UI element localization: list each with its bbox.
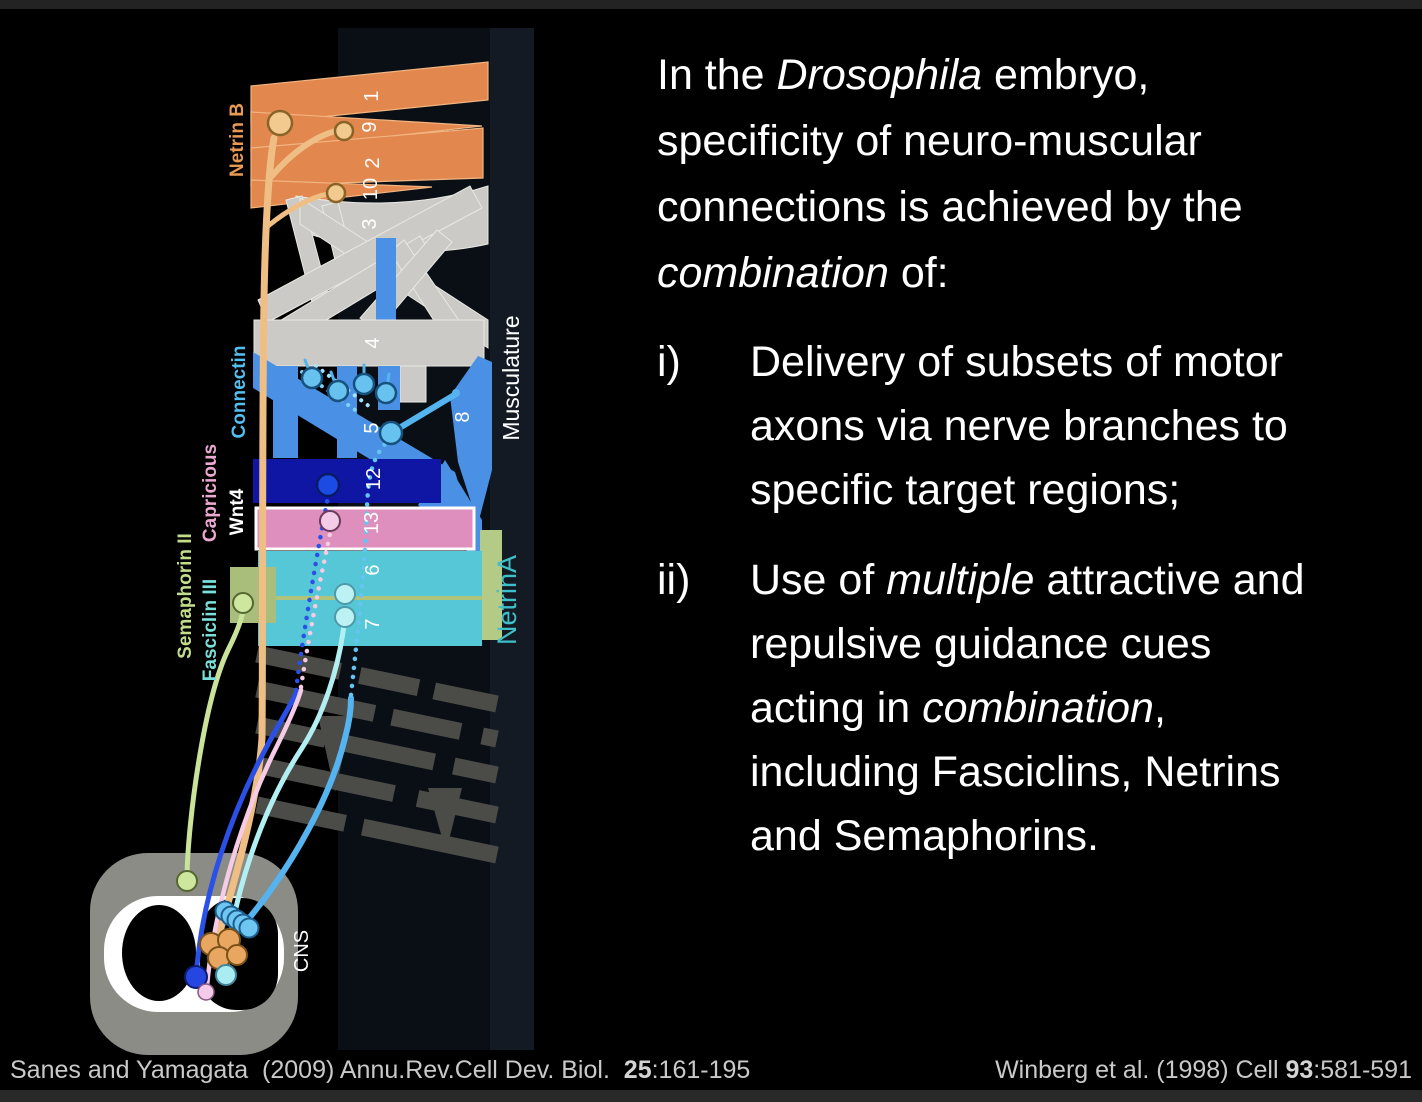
terminal-sky-3: [354, 374, 374, 394]
label-netrin-a: NetrinA: [492, 554, 522, 646]
label-capricious: Capricious: [200, 443, 221, 543]
terminal-sky-1: [302, 368, 322, 388]
muscle-number-2: 2: [362, 157, 384, 169]
citation-left-post: :161-195: [651, 1056, 751, 1084]
terminal-orange-1: [268, 111, 292, 135]
list-marker-i: i): [657, 338, 681, 386]
terminal-orange-3: [327, 184, 345, 202]
citation-right-volume: 93: [1285, 1056, 1314, 1084]
citation-right-post: :581-591: [1313, 1056, 1412, 1084]
label-musculature: Musculature: [498, 315, 524, 441]
cns-cell-green: [177, 871, 197, 891]
muscle-number-9: 9: [359, 121, 381, 133]
cns-cell-orange-4: [227, 945, 247, 965]
citation-left: [10, 1053, 750, 1087]
muscle-number-13: 13: [361, 511, 383, 535]
muscle-number-5: 5: [361, 422, 383, 434]
muscle-number-10: 10: [360, 177, 382, 201]
cns-neuropil-left: [122, 905, 196, 1001]
terminal-royal-12: [317, 474, 339, 496]
list-marker-ii: ii): [657, 556, 691, 604]
window-bottom-strip: [0, 1090, 1422, 1102]
terminal-sky-2: [328, 381, 348, 401]
terminal-sky-4: [376, 383, 396, 403]
muscle-number-7: 7: [362, 618, 384, 630]
label-cns: CNS: [291, 929, 313, 973]
terminal-palecyan-6: [335, 584, 355, 604]
muscle-number-8: 8: [452, 411, 474, 423]
terminal-sky-dot: [452, 389, 460, 397]
terminal-orange-2: [335, 122, 353, 140]
muscle-12: [253, 459, 441, 503]
citation-right: [995, 1053, 1412, 1087]
cns-cell-pink: [198, 984, 214, 1000]
muscle-6-7-divider: [258, 596, 482, 600]
muscle-number-3: 3: [359, 218, 381, 230]
citation-right-pre: Winberg et al. (1998) Cell: [995, 1056, 1286, 1084]
intro-paragraph: In the Drosophila embryo, specificity of neuro-muscular connections is achieved by the combination of:: [657, 51, 1243, 297]
cns-cell-cyan: [216, 965, 236, 985]
muscle-number-1: 1: [361, 90, 383, 102]
muscle-4-tab: [400, 366, 426, 402]
label-wnt4: Wnt4: [227, 488, 248, 536]
label-netrin-b: Netrin B: [227, 103, 248, 177]
list-item-ii: [657, 548, 1397, 868]
label-fasciclin-iii: Fasciclin III: [200, 578, 221, 682]
muscle-number-12: 12: [363, 467, 385, 491]
label-connectin: Connectin: [229, 345, 250, 439]
terminal-sky-5: [380, 422, 402, 444]
muscle-number-4: 4: [362, 337, 384, 349]
muscle-number-6: 6: [362, 564, 384, 576]
list-item-i: [657, 330, 1397, 522]
terminal-pink-13: [320, 511, 340, 531]
terminal-green-sema: [233, 593, 253, 613]
list-item-i-text: Delivery of subsets of motor axons via nerve branches to specific target regions;: [750, 338, 1288, 514]
list-item-ii-text: Use of multiple attractive and repulsive guidance cues acting in combination, including Fasciclins, Netrins and Semaphorins.: [750, 556, 1305, 860]
citation-left-pre: Sanes and Yamagata (2009) Annu.Rev.Cell Dev. Biol.: [10, 1056, 624, 1084]
neuromuscular-figure: [0, 0, 600, 1102]
label-semaphorin-ii: Semaphorin II: [175, 533, 196, 659]
cns-cell-sky-5: [240, 919, 259, 938]
terminal-palecyan-7: [335, 607, 355, 627]
citation-left-volume: 25: [623, 1056, 652, 1084]
muscle-blue-strip-upper: [376, 238, 396, 320]
